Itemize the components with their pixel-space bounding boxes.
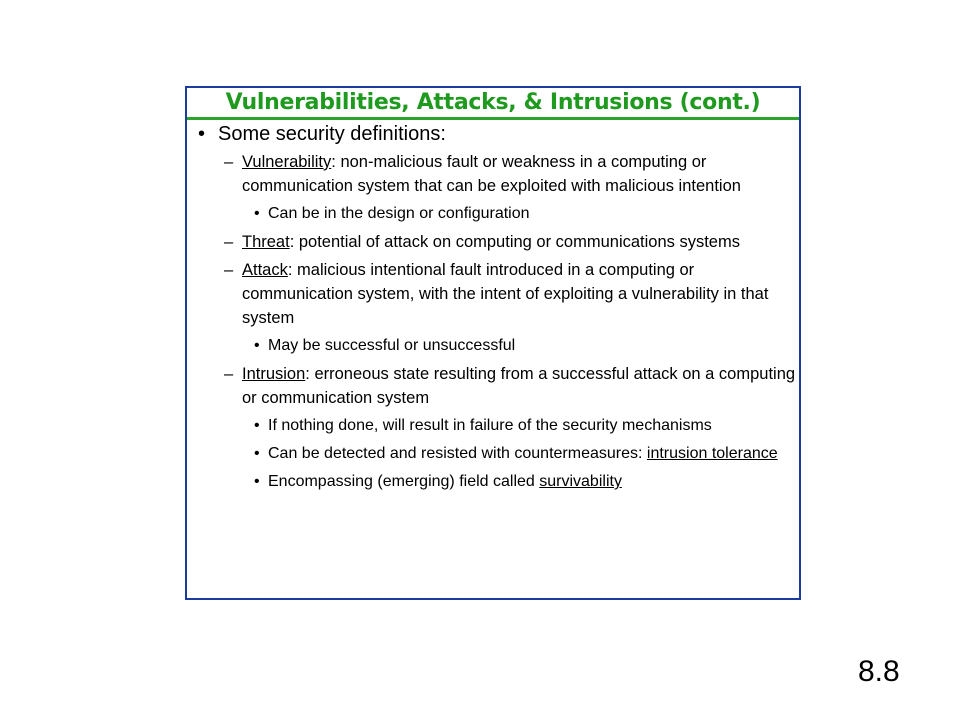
term-threat: Threat [242, 233, 290, 251]
slide-title: Vulnerabilities, Attacks, & Intrusions (cont.) [187, 88, 799, 120]
term-survivability: survivability [539, 473, 622, 490]
bullet-mark: • [254, 337, 260, 354]
intro-text: Some security definitions: [218, 123, 446, 145]
dash-mark: – [224, 233, 234, 251]
sub-text: Can be in the design or configuration [268, 205, 530, 222]
item-attack [224, 258, 799, 330]
bullet-mark: • [198, 123, 206, 145]
definition-threat: : potential of attack on computing or communications systems [289, 233, 740, 251]
bullet-security-definitions [198, 122, 799, 146]
term-intrusion: Intrusion [242, 365, 306, 383]
slide-frame [185, 86, 801, 600]
sub-text: May be successful or unsuccessful [268, 337, 516, 354]
term-attack: Attack [242, 261, 288, 279]
sub-text: Encompassing (emerging) field called [268, 473, 540, 490]
dash-mark: – [224, 153, 234, 171]
definition-intrusion: : erroneous state resulting from a successful attack on a computing or communication system [242, 365, 796, 407]
slide-content [187, 122, 799, 494]
sub-vulnerability-1 [254, 202, 799, 226]
item-threat [224, 230, 799, 254]
item-intrusion [224, 362, 799, 410]
item-vulnerability [224, 150, 799, 198]
dash-mark: – [224, 261, 234, 279]
definition-vulnerability: : non-malicious fault or weakness in a computing or communication system that can be exploited with malicious intention [242, 153, 741, 195]
bullet-mark: • [254, 445, 260, 462]
sub-text: If nothing done, will result in failure of the security mechanisms [268, 417, 712, 434]
term-vulnerability: Vulnerability [242, 153, 332, 171]
sub-intrusion-1 [254, 414, 799, 438]
bullet-mark: • [254, 205, 260, 222]
sub-attack-1 [254, 334, 799, 358]
slide-number: 8.8 [858, 655, 900, 688]
sub-intrusion-3 [254, 470, 799, 494]
bullet-mark: • [254, 473, 260, 490]
definition-attack: : malicious intentional fault introduced in a computing or communication system, with the intent of exploiting a vulnerability in that system [242, 261, 769, 327]
sub-text: Can be detected and resisted with countermeasures: [268, 445, 647, 462]
dash-mark: – [224, 365, 234, 383]
term-intrusion-tolerance: intrusion tolerance [646, 445, 778, 462]
sub-intrusion-2 [254, 442, 799, 466]
bullet-mark: • [254, 417, 260, 434]
